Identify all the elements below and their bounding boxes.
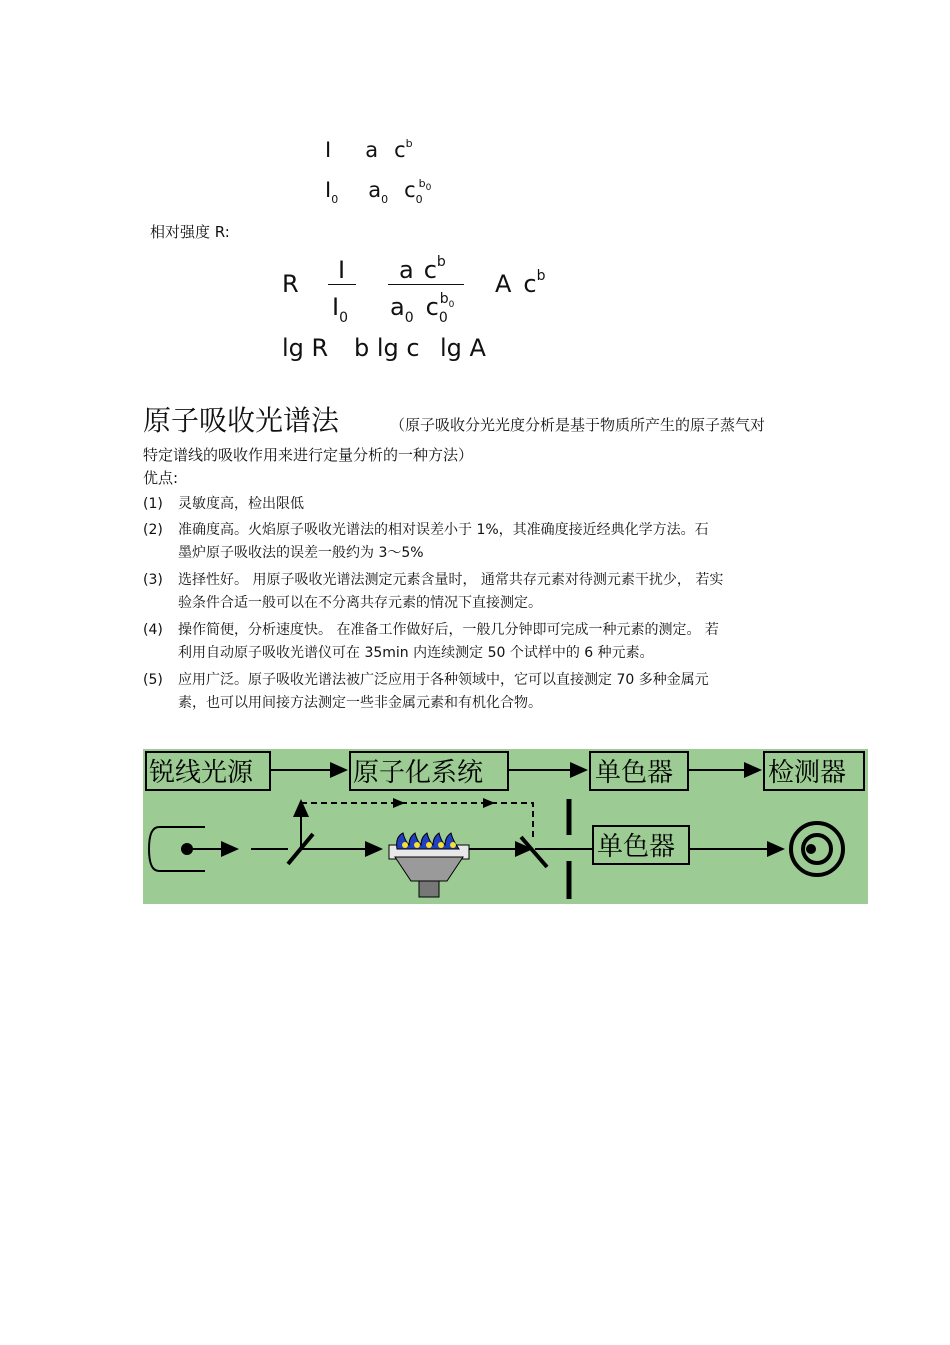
svg-text:单色器: 单色器 xyxy=(595,758,674,788)
mirror-icon xyxy=(521,837,547,867)
formula2-frac-line2 xyxy=(388,284,464,285)
box-detector xyxy=(764,752,864,790)
formula3-lgR: lg R xyxy=(282,334,329,362)
list-item-number: (1) xyxy=(143,496,163,512)
formula2-rhs: A $c^b$ xyxy=(495,268,546,298)
list-item-text: 墨炉原子吸收法的误差一般约为 3～5% xyxy=(178,545,424,561)
list-item-number: (5) xyxy=(143,672,163,688)
list-item-text: 素，也可以用间接方法测定一些非金属元素和有机化合物。 xyxy=(178,695,542,711)
list-item-text: 选择性好。 用原子吸收光谱法测定元素含量时， 通常共存元素对待测元素干扰少， 若实 xyxy=(178,572,724,588)
section-desc-line1: （原子吸收分光光度分析是基于物质所产生的原子蒸气对 xyxy=(390,416,766,434)
formula2-R: R xyxy=(282,270,299,298)
formula2-den1: $I_0$ xyxy=(332,293,348,326)
formula3-lgA: lg A xyxy=(440,334,486,362)
section-title: 原子吸收光谱法 xyxy=(143,404,340,437)
list-item-text: 准确度高。火焰原子吸收光谱法的相对误差小于 1%，其准确度接近经典化学方法。石 xyxy=(178,522,709,538)
formula2-num2: a $c^b$ xyxy=(399,254,446,284)
arrow xyxy=(393,798,405,808)
list-item-text: 操作简便，分析速度快。 在准备工作做好后，一般几分钟即可完成一种元素的测定。 若 xyxy=(178,622,719,638)
relative-intensity-label: 相对强度 R: xyxy=(150,223,230,241)
svg-text:原子化系统: 原子化系统 xyxy=(353,758,484,788)
detector-icon xyxy=(791,823,843,875)
formula1-line1: I a $c^b$ xyxy=(325,137,413,162)
box-monochromator-bottom xyxy=(593,826,689,864)
formula2-frac-line1 xyxy=(328,284,356,285)
reference-beam xyxy=(301,803,533,839)
arrow xyxy=(483,798,495,808)
list-item-number: (2) xyxy=(143,522,163,538)
list-item xyxy=(143,492,163,516)
formula3-blgc: b lg c xyxy=(354,334,420,362)
list-item-text: 利用自动原子吸收光谱仪可在 35min 内连续测定 50 个试样中的 6 种元素。 xyxy=(178,645,654,661)
formula1-line2: $I_0$ $a_0$ $c_0^{b0}$ xyxy=(325,177,432,206)
svg-text:检测器: 检测器 xyxy=(768,758,847,788)
list-item-text: 灵敏度高，检出限低 xyxy=(178,496,304,512)
advantages-label: 优点: xyxy=(143,469,179,487)
box-atomizer xyxy=(350,752,508,790)
svg-text:锐线光源: 锐线光源 xyxy=(149,758,254,788)
box-light-source xyxy=(146,752,270,790)
list-item-text: 应用广泛。原子吸收光谱法被广泛应用于各种领域中，它可以直接测定 70 多种金属元 xyxy=(178,672,709,688)
formula2-den2: $a_0$ $c_0^{b0}$ xyxy=(390,291,455,326)
list-item-text: 验条件合适一般可以在不分离共存元素的情况下直接测定。 xyxy=(178,595,542,611)
burner-icon xyxy=(389,833,469,897)
formula2-num1: I xyxy=(338,256,346,284)
list-item-number: (3) xyxy=(143,572,163,588)
section-desc-line2: 特定谱线的吸收作用来进行定量分析的一种方法） xyxy=(143,446,474,464)
svg-text:单色器: 单色器 xyxy=(597,832,676,862)
list-item-number: (4) xyxy=(143,622,163,638)
aas-instrument-diagram xyxy=(143,749,868,904)
box-monochromator-top xyxy=(590,752,688,790)
